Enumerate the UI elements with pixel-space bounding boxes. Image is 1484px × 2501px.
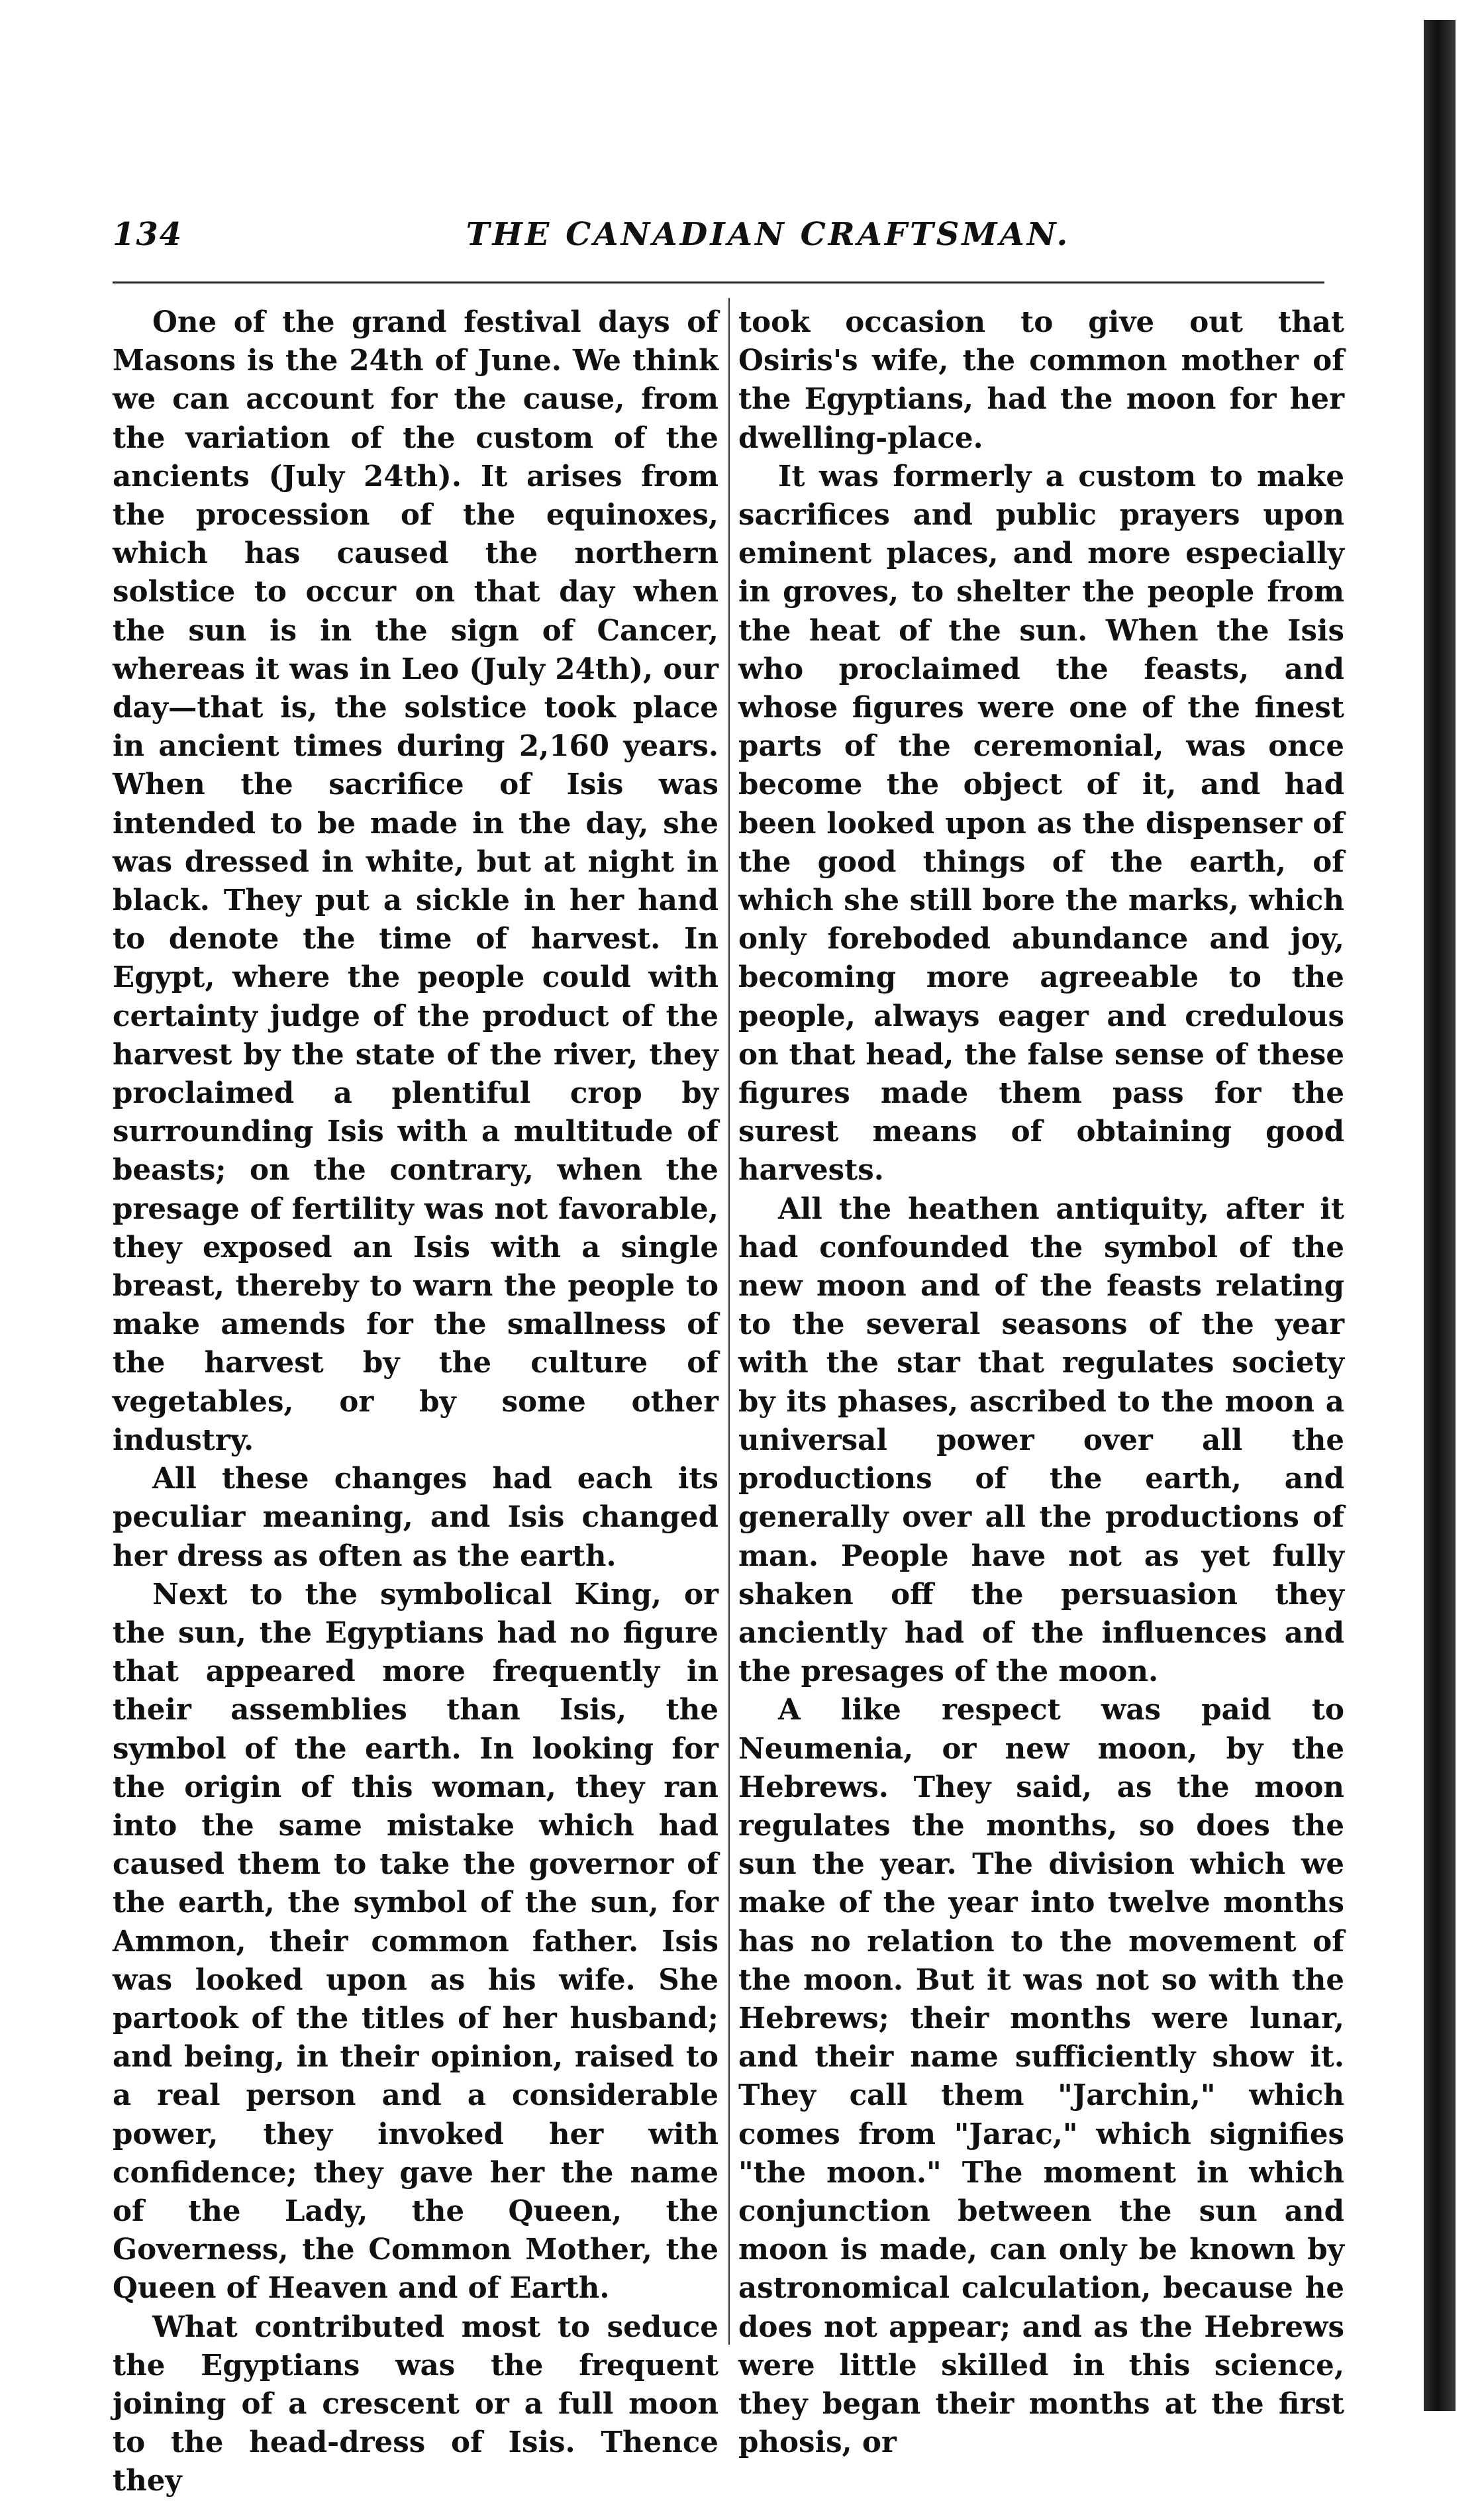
right-column [738,303,1344,2460]
paragraph: Next to the symbolical King, or the sun, the Egyptians had no figure that appeared more frequently in their assemblies than Isis, the symbol of the earth. In looking for the origin of this woman, they ran into the same mistake which had caused them to take the governor of the earth, the symbol of the sun, for Ammon, their common father. Isis was looked upon as his wife. She partook of the titles of her husband; and being, in their opinion, raised to a real person and a considerable power, they invoked her with confidence; they gave her the name of the Lady, the Queen, the Governess, the Common Mother, the Queen of Heaven and of Earth. [113,1577,718,2306]
running-title: THE CANADIAN CRAFTSMAN. [466,216,1071,253]
scan-edge-strip [1424,20,1456,2411]
paragraph: One of the grand festival days of Masons is the 24th of June. We think we can account for the cause, from the variation of the custom of the ancients (July 24th). It arises from the procession of the equinoxes, which has caused the northern solstice to occur on that day when the sun is in the sign of Cancer, whereas it was in Leo (July 24th), our day—that is, the solstice took place in ancient times during 2,160 years. When the sacrifice of Isis was intended to be made in the day, she was dressed in white, but at night in black. They put a sickle in her hand to denote the time of harvest. In Egypt, where the people could with certainty judge of the product of the harvest by the state of the river, they proclaimed a plentiful crop by surrounding Isis with a multitude of beasts; on the contrary, when the presage of fertility was not favorable, they exposed an Isis with a single breast, thereby to warn the people to make amends for the smallness of the harvest by the culture of vegetables, or by some other industry. [113,305,718,1457]
column-divider [728,298,730,2345]
header-rule [113,281,1324,283]
page-number: 134 [113,216,183,253]
paragraph: took occasion to give out that Osiris's wife, the common mother of the Egyptians, had the moon for her dwelling-place. [738,305,1344,455]
paragraph: All these changes had each its peculiar meaning, and Isis changed her dress as often as the earth. [113,1462,718,1573]
paragraph: A like respect was paid to Neumenia, or new moon, by the Hebrews. They said, as the moon regulates the months, so does the sun the year. The division which we make of the year into twelve months has no relation to the movement of the moon. But it was not so with the Hebrews; their months were lunar, and their name sufficiently show it. They call them "Jarchin," which comes from "Jarac," which signifies "the moon." The moment in which conjunction between the sun and moon is made, can only be known by astronomical calculation, because he does not appear; and as the Hebrews were little skilled in this science, they began their months at the first phosis, or [738,1693,1344,2460]
paragraph: What contributed most to seduce the Egyptians was the frequent joining of a crescent or a full moon to the head-dress of Isis. Thence they [113,2310,718,2498]
paragraph: It was formerly a custom to make sacrifices and public prayers upon eminent places, and more especially in groves, to shelter the people from the heat of the sun. When the Isis who proclaimed the feasts, and whose figures were one of the finest parts of the ceremonial, was once become the object of it, and had been looked upon as the dispenser of the good things of the earth, of which she still bore the marks, which only foreboded abundance and joy, becoming more agreeable to the people, always eager and credulous on that head, the false sense of these figures made them pass for the surest means of obtaining good harvests. [738,459,1344,1188]
left-column [113,303,718,2498]
paragraph: All the heathen antiquity, after it had confounded the symbol of the new moon and of the feasts relating to the several seasons of the year with the star that regulates society by its phases, ascribed to the moon a universal power over all the productions of the earth, and generally over all the productions of man. People have not as yet fully shaken off the persuasion they anciently had of the influences and the presages of the moon. [738,1192,1344,1689]
page-header [0,212,1391,265]
